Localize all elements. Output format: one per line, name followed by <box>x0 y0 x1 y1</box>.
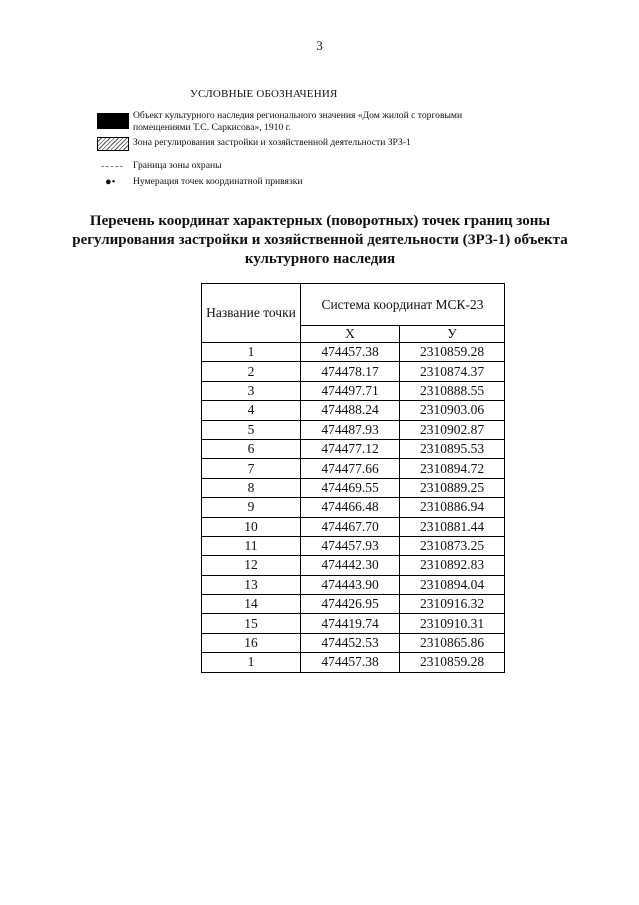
legend-title: УСЛОВНЫЕ ОБОЗНАЧЕНИЯ <box>190 88 338 100</box>
table-row <box>202 575 505 594</box>
y-coordinate-cell: 2310859.28 <box>400 343 505 362</box>
y-coordinate-cell: 2310916.32 <box>400 595 505 614</box>
legend-item-text: Объект культурного наследия регионального значения «Дом жилой с торговыми помещениями Т.С. Саркисова», 1910 г. <box>133 110 463 133</box>
table-row <box>202 633 505 652</box>
point-number-cell: 3 <box>202 381 301 400</box>
y-coordinate-cell: 2310873.25 <box>400 536 505 555</box>
point-number-cell: 11 <box>202 536 301 555</box>
y-coordinate-cell: 2310892.83 <box>400 556 505 575</box>
y-coordinate-cell: 2310881.44 <box>400 517 505 536</box>
x-coordinate-cell: 474477.66 <box>301 459 400 478</box>
y-coordinate-cell: 2310888.55 <box>400 381 505 400</box>
x-coordinate-cell: 474469.55 <box>301 478 400 497</box>
point-number-cell: 10 <box>202 517 301 536</box>
table-row <box>202 420 505 439</box>
point-number-cell: 13 <box>202 575 301 594</box>
point-number-cell: 14 <box>202 595 301 614</box>
hatched-area-swatch-icon <box>97 137 129 151</box>
x-coordinate-cell: 474452.53 <box>301 633 400 652</box>
dashed-line-swatch-icon <box>101 166 123 167</box>
table-row <box>202 614 505 633</box>
table-row <box>202 343 505 362</box>
point-number-cell: 15 <box>202 614 301 633</box>
x-coordinate-cell: 474457.38 <box>301 343 400 362</box>
table-row <box>202 498 505 517</box>
point-number-cell: 16 <box>202 633 301 652</box>
table-row <box>202 653 505 672</box>
column-header-y: У <box>400 326 505 343</box>
table-row <box>202 401 505 420</box>
y-coordinate-cell: 2310902.87 <box>400 420 505 439</box>
x-coordinate-cell: 474467.70 <box>301 517 400 536</box>
point-number-cell: 9 <box>202 498 301 517</box>
x-coordinate-cell: 474442.30 <box>301 556 400 575</box>
page-title: Перечень координат характерных (поворотных) точек границ зоны регулирования застройки и хозяйственной деятельности (ЗРЗ-1) объекта культурного наследия <box>72 213 568 267</box>
point-number-cell: 4 <box>202 401 301 420</box>
x-coordinate-cell: 474478.17 <box>301 362 400 381</box>
point-number-cell: 5 <box>202 420 301 439</box>
y-coordinate-cell: 2310859.28 <box>400 653 505 672</box>
point-number-cell: 1 <box>202 653 301 672</box>
table-row <box>202 517 505 536</box>
column-header-point-name: Название точки <box>202 284 301 343</box>
legend-item-text: Зона регулирования застройки и хозяйственной деятельности ЗРЗ-1 <box>133 137 411 148</box>
legend-item-text: Граница зоны охраны <box>133 160 222 171</box>
table-row <box>202 536 505 555</box>
table-row <box>202 362 505 381</box>
x-coordinate-cell: 474443.90 <box>301 575 400 594</box>
x-coordinate-cell: 474487.93 <box>301 420 400 439</box>
x-coordinate-cell: 474457.93 <box>301 536 400 555</box>
x-coordinate-cell: 474497.71 <box>301 381 400 400</box>
x-coordinate-cell: 474426.95 <box>301 595 400 614</box>
x-coordinate-cell: 474488.24 <box>301 401 400 420</box>
table-row <box>202 556 505 575</box>
point-number-cell: 6 <box>202 439 301 458</box>
point-number-cell: 1 <box>202 343 301 362</box>
y-coordinate-cell: 2310889.25 <box>400 478 505 497</box>
point-number-cell: 8 <box>202 478 301 497</box>
point-number-cell: 12 <box>202 556 301 575</box>
table-row <box>202 478 505 497</box>
table-row <box>202 459 505 478</box>
x-coordinate-cell: 474477.12 <box>301 439 400 458</box>
y-coordinate-cell: 2310894.04 <box>400 575 505 594</box>
legend-item-text: Нумерация точек координатной привязки <box>133 176 303 187</box>
y-coordinate-cell: 2310910.31 <box>400 614 505 633</box>
table-row <box>202 595 505 614</box>
point-number-cell: 7 <box>202 459 301 478</box>
x-coordinate-cell: 474419.74 <box>301 614 400 633</box>
point-number-cell: 2 <box>202 362 301 381</box>
x-coordinate-cell: 474457.38 <box>301 653 400 672</box>
y-coordinate-cell: 2310874.37 <box>400 362 505 381</box>
column-header-coordinate-system: Система координат МСК-23 <box>301 284 505 326</box>
y-coordinate-cell: 2310894.72 <box>400 459 505 478</box>
page-number: 3 <box>316 38 323 53</box>
y-coordinate-cell: 2310865.86 <box>400 633 505 652</box>
point-marker-icon: ●• <box>105 176 116 188</box>
y-coordinate-cell: 2310886.94 <box>400 498 505 517</box>
column-header-x: Х <box>301 326 400 343</box>
x-coordinate-cell: 474466.48 <box>301 498 400 517</box>
y-coordinate-cell: 2310895.53 <box>400 439 505 458</box>
coordinates-table <box>201 283 505 673</box>
table-row <box>202 381 505 400</box>
table-row <box>202 439 505 458</box>
y-coordinate-cell: 2310903.06 <box>400 401 505 420</box>
black-fill-swatch-icon <box>97 113 129 129</box>
